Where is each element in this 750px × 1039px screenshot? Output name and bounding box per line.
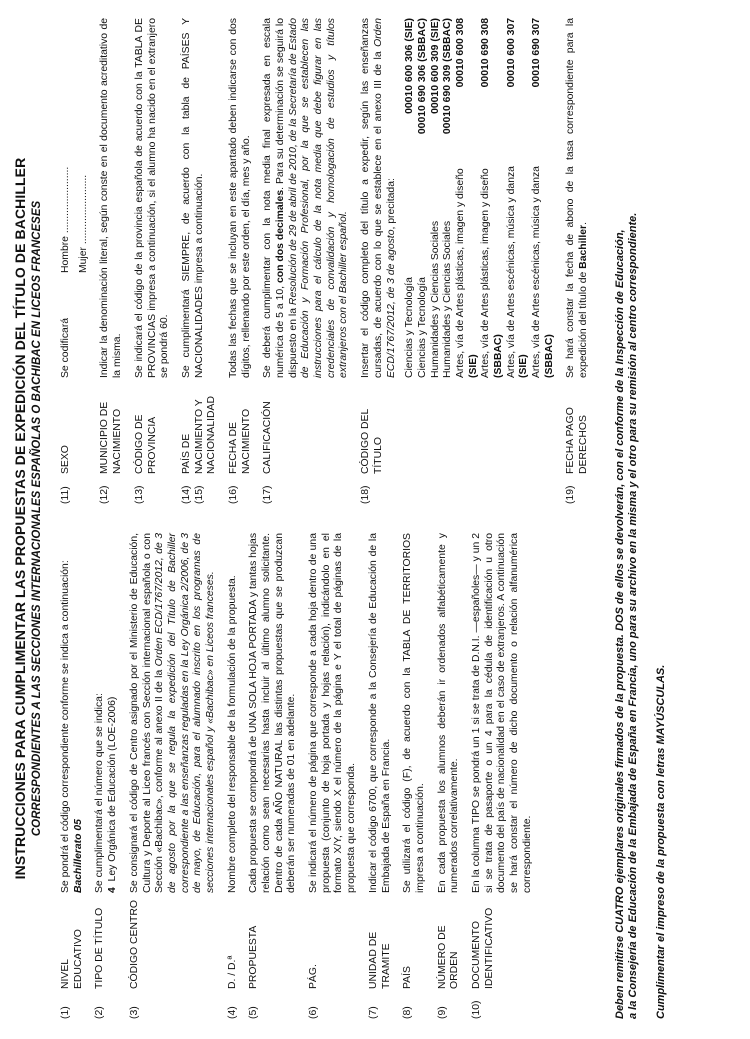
code-name: Ciencias y Tecnología xyxy=(404,277,416,378)
code-line xyxy=(430,18,443,378)
code-value: 00010 600 309 (SIE) xyxy=(429,18,441,114)
entry-name: PAÍS DE NACIMIENTO Y NACIONALIDAD xyxy=(180,396,218,474)
entry-number: (9) xyxy=(436,1006,448,1019)
entry-text: Cada propuesta se compondrá de UNA SOLA HOJA PORTADA y tantas hojas relación como sean necesarias hasta incluir al último alumno solicitante. Dentro de cada AÑO NATURAL las distintas propuestas que se produzcan deberán ser numeradas de 01 en adelante. xyxy=(248,532,298,893)
sexo-label: Se codificará xyxy=(60,317,72,378)
entry-text: Se utilizará el código (F), de acuerdo con la TABLA DE TERRITORIOS impresa a continuación. xyxy=(402,533,426,893)
footer-line: Cumplimentar el impreso de la propuesta con letras MAYÚSCULAS. xyxy=(654,664,667,1019)
entry-name: PROPUESTA xyxy=(248,925,260,989)
entry-name: CÓDIGO DE PROVINCIA xyxy=(133,414,158,474)
code-line xyxy=(506,18,519,378)
entry-text: Se consignará el código de Centro asignado por el Ministerio de Educación, Cultura y Deporte al Liceo francés con Sección internacional española o con Sección «Bachibac», conforme al anexo II de la xyxy=(128,533,166,893)
sexo-mujer-code xyxy=(78,0,91,23)
code-suffix: (SIE) xyxy=(518,354,530,378)
entry-number: (3) xyxy=(128,1006,140,1019)
entry-text-italic: Orden ECD/1767/2012, de 3 de agosto xyxy=(372,18,397,378)
entry-pais-nacimiento xyxy=(181,18,219,504)
entry-text-bold: con dos decimales xyxy=(275,189,287,283)
document-subtitle: CORRESPONDIENTES A LAS SECCIONES INTERNACIONALES ESPAÑOLAS O BACHIBAC EN LICEOS FRANCESES xyxy=(31,200,44,837)
code-line xyxy=(404,18,417,378)
code-line xyxy=(417,18,430,378)
entry-text: Insertar el código completo del título a expedir, según las enseñanzas cursadas, de acuerdo con lo que se establece en el anexo III de la xyxy=(360,18,384,378)
entry-number: (6) xyxy=(308,1006,320,1019)
entry-number: (7) xyxy=(367,1006,379,1019)
code-suffix: (SIE) xyxy=(467,354,479,378)
entry-name: FECHA DE NACIMIENTO xyxy=(227,408,252,474)
entry-name: CALIFICACIÓN xyxy=(262,401,274,474)
sexo-hombre: Hombre ....................... xyxy=(60,166,72,273)
entry-text: Se cumplimentará el número que se indica: xyxy=(94,693,106,893)
code-line xyxy=(455,18,468,378)
entry-text: Se hará constar la fecha de abono de la tasa correspondiente para la expedición del título de xyxy=(565,18,590,378)
entry-calificacion xyxy=(262,18,351,504)
entry-unidad-tramite xyxy=(368,533,393,1019)
entry-name: TIPO DE TÍTULO xyxy=(94,907,106,989)
code-line xyxy=(480,18,493,378)
entry-text: Nombre completo del responsable de la formulación de la propuesta. xyxy=(226,575,238,893)
entry-pais xyxy=(402,533,427,1019)
right-column xyxy=(60,18,600,504)
code-name: Artes, vía de Artes escénicas, música y danza xyxy=(531,166,543,378)
entry-numero-orden xyxy=(437,533,462,1019)
entry-documento-identificativo xyxy=(471,533,534,1019)
entry-text: Se indicará el código de la provincia española de acuerdo con la TABLA DE PROVINCIAS impresa a continuación, si el alumno ha nacido en el extranjero se pondrá 60. xyxy=(133,18,171,378)
entry-name: UNIDAD DE TRAMITE xyxy=(367,931,392,989)
entry-tipo-titulo xyxy=(94,533,119,1019)
code-name: Humanidades y Ciencias Sociales xyxy=(429,220,441,378)
entry-text-bold: Bachiller xyxy=(578,224,590,269)
entry-name: NÚMERO DE ORDEN xyxy=(436,925,461,989)
footer-line: Deben remitirse CUATRO ejemplares originales firmados de la propuesta. DOS de ellos se devolverán, con el conforme de la Inspección de Educación, xyxy=(613,229,626,1019)
entry-extra: Ley Orgánica de Educación (LOE-2006) xyxy=(107,696,119,882)
code-value: 00010 690 306 (SBBAC) xyxy=(416,18,428,135)
code-name: Ciencias y Tecnología xyxy=(416,277,428,378)
code-value: 00010 690 309 (SBBAC) xyxy=(442,18,454,135)
code-name: Artes, vía de Artes escénicas, música y danza xyxy=(505,166,517,378)
entry-number: (12) xyxy=(99,485,111,504)
entry-text: , precitada: xyxy=(385,178,397,230)
entry-number: (13) xyxy=(133,485,145,504)
entry-number: (8) xyxy=(402,1006,414,1019)
sexo-hombre-code xyxy=(60,0,73,23)
entry-fecha-nacimiento xyxy=(228,18,253,504)
entry-number: (4) xyxy=(226,1006,238,1019)
entry-sexo xyxy=(60,18,90,504)
entry-number: (19) xyxy=(565,485,577,504)
entry-pag xyxy=(308,533,359,1019)
document-title: INSTRUCCIONES PARA CUMPLIMENTAR LAS PROPUESTAS DE EXPEDICIÓN DEL TÍTULO DE BACHILLER xyxy=(12,157,28,880)
entry-text: . Para su determinación se seguirá lo dispuesto en la xyxy=(275,18,299,378)
entry-number: (14) xyxy=(180,485,192,504)
entry-text: Indicar el código 6700, que corresponde a la Consejería de Educación de la Embajada de España en Francia. xyxy=(367,533,392,893)
entry-number: (5) xyxy=(248,1006,260,1019)
code-name: Artes, vía de Artes plásticas, imagen y diseño xyxy=(454,168,466,378)
code-line xyxy=(531,18,544,378)
code-value: 00010 690 307 xyxy=(531,18,543,88)
code-name: Humanidades y Ciencias Sociales xyxy=(442,220,454,378)
entry-name: SEXO xyxy=(60,445,72,474)
code-line xyxy=(442,18,455,378)
entry-text: En cada propuesta los alumnos deberán ir ordenados alfabéticamente y numerados correlativamente. xyxy=(436,533,461,893)
entry-text: En la columna TIPO se pondrá un 1 si se trata de D.N.I. —españoles— y un 2 si se trata de pasaporte o un 4 para la cédula de identificación u otro documento del país de nacionalidad en el caso de extranjeros. A continuación se hará constar el número de dicho documento o relación alfanumérica correspondiente. xyxy=(470,533,533,893)
entry-name: PAÍS xyxy=(402,966,414,989)
entry-responsable xyxy=(227,533,240,1019)
entry-fecha-pago xyxy=(565,18,590,504)
entry-codigo-centro xyxy=(129,533,218,1019)
code-suffix: (SBBAC) xyxy=(543,334,555,378)
code-value: 00010 600 307 xyxy=(505,18,517,88)
code-suffix: (SBBAC) xyxy=(493,334,505,378)
entry-number: (2) xyxy=(94,1006,106,1019)
footer-line: a la Consejería de Educación de la Embajada de España en Francia, uno para su archivo en la misma y el otro para su remisión al centro correspondiente. xyxy=(627,212,640,1019)
entry-name: CÓDIGO DEL TÍTULO xyxy=(360,409,384,474)
sexo-mujer: Mujer ........................ xyxy=(77,174,89,273)
entry-extra: Bachillerato 05 xyxy=(72,819,84,893)
entry-text: . xyxy=(578,222,590,225)
code-value: 00010 690 308 xyxy=(480,18,492,88)
entry-number: (16) xyxy=(227,485,239,504)
entry-name: CÓDIGO CENTRO xyxy=(128,900,140,989)
entry-name: DOCUMENTO IDENTIFICATIVO xyxy=(470,907,495,989)
footer-notes xyxy=(614,18,668,1019)
entry-text-italic: Orden ECD/1767/2012, de 3 de agosto por la que se regula la expedición del Título de Bachiller correspondiente a las enseñanzas reguladas en la Ley Orgánica 2/2006, de 3 de mayo, de Educación, para el alumnado inscrito en los programas de secciones internacionales español y «Bachibac» en Liceos franceses. xyxy=(154,533,216,893)
entry-text-italic: Resolución de 29 de abril de 2010, de la Secretaría de Estado de Educación y Formación Profesional, por la que se establecen las instrucciones para el cálculo de la nota media que debe figurar en las credenciales de convalidación y homologación de estudios y títulos extranjeros con el Bachiller español. xyxy=(287,18,350,378)
entry-text: Se indicará el número de página que corresponde a cada hoja dentro de una propuesta (conjunto de hoja portada y hojas relación), indicándolo en el formato X/Y, siendo X el número de la página e Y el total de páginas de la propuesta que corresponda. xyxy=(308,533,358,893)
entry-propuesta xyxy=(248,533,299,1019)
left-column xyxy=(60,533,600,1019)
entry-text: Se cumplimentará SIEMPRE, de acuerdo con la tabla de PAÍSES Y NACIONALIDADES impresa a continuación. xyxy=(180,18,205,378)
entry-number: (10) xyxy=(470,1000,482,1019)
entry-provincia xyxy=(134,18,172,504)
code-value: 00010 600 306 (SIE) xyxy=(404,18,416,114)
code-value: 00010 600 308 xyxy=(454,18,466,88)
entry-number: (15) xyxy=(193,485,205,504)
code-name: Artes, vía de Artes plásticas, imagen y diseño xyxy=(480,168,492,378)
entry-name: NIVEL EDUCATIVO xyxy=(60,929,84,989)
entry-number: (18) xyxy=(360,485,372,504)
entry-municipio xyxy=(99,18,124,504)
entry-number: (1) xyxy=(60,1006,72,1019)
entry-name: FECHA PAGO DERECHOS xyxy=(565,407,590,474)
entry-number: (11) xyxy=(60,486,72,504)
entry-number: (17) xyxy=(262,485,274,504)
entry-name: PÁG. xyxy=(308,964,320,989)
entry-text: Se deberá cumplimentar con la nota media final expresada en escala numérica de 5 a 10, xyxy=(262,18,287,378)
entry-name: MUNICIPIO DE NACIMIENTO xyxy=(99,401,124,474)
entry-text: Todas las fechas que se incluyan en este apartado deben indicarse con dos dígitos, rellenando por este orden, el día, mes y año. xyxy=(227,18,252,378)
entry-extra-number: 4 xyxy=(107,887,119,893)
entry-nivel-educativo xyxy=(60,533,85,1019)
entry-text: Indicar la denominación literal, según conste en el documento acreditativo de la misma. xyxy=(99,18,124,378)
entry-name: D. / D.ª xyxy=(226,955,238,989)
entry-codigo-titulo xyxy=(360,18,556,504)
entry-text: Se pondrá el código correspondiente conforme se indica a continuación: xyxy=(60,560,72,893)
